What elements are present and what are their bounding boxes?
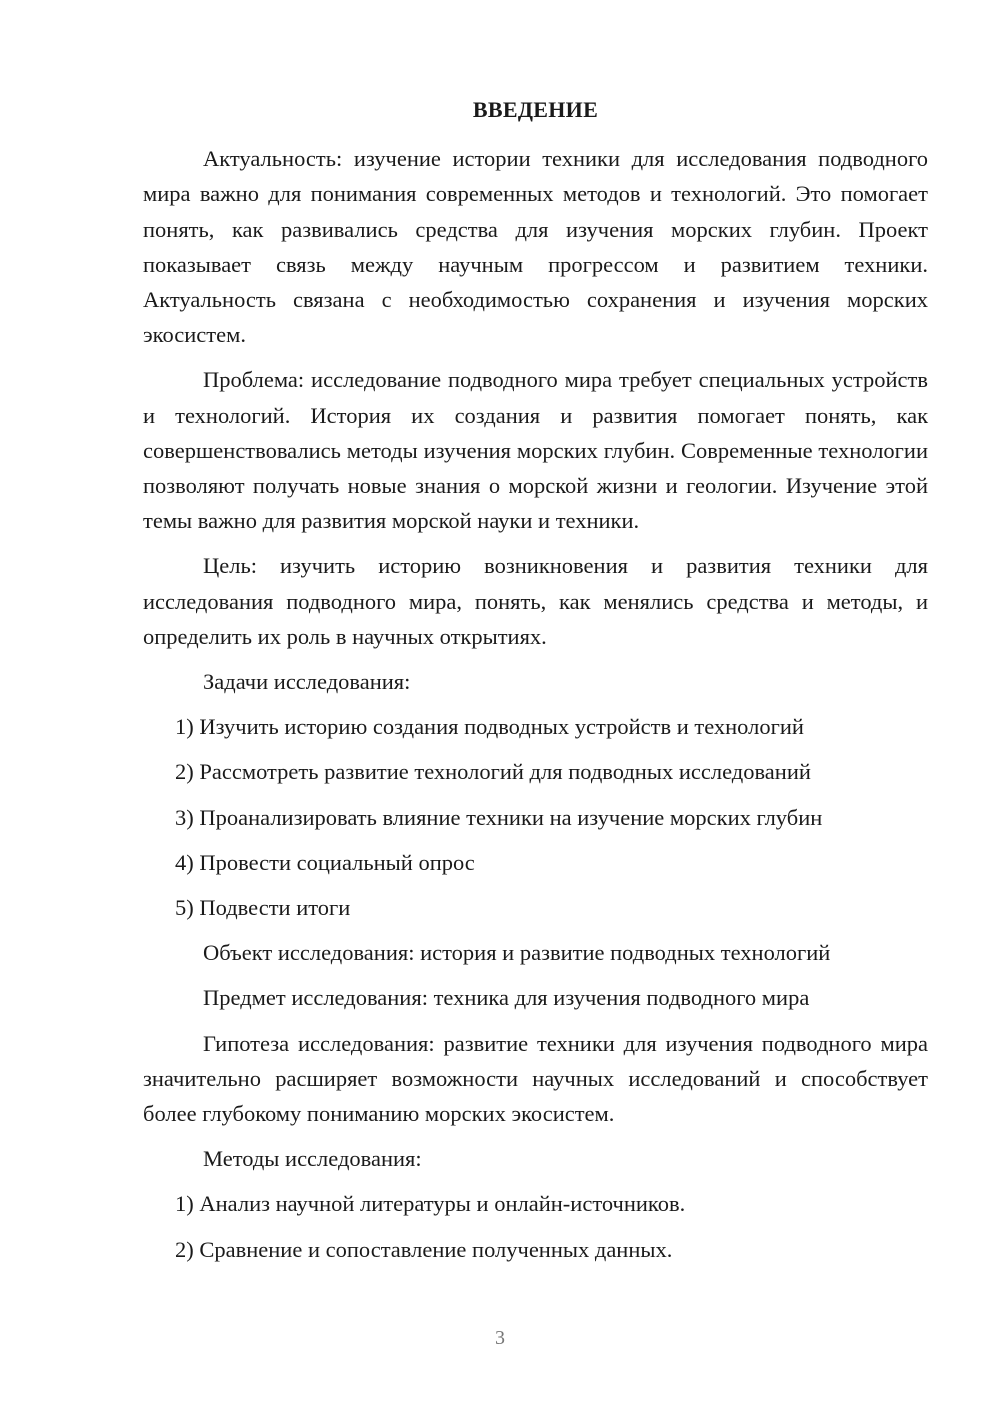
list-item: 5) Подвести итоги bbox=[175, 895, 351, 921]
list-item: 3) Проанализировать влияние техники на изучение морских глубин bbox=[175, 804, 823, 830]
problem-paragraph: Проблема: исследование подводного мира требует специальных устройств и технологий. История их создания и развития помогает понять, как совершенствовались методы изучения морских глубин. Современные технологии позволяют получать новые знания о морской жизни и геологии. Изучение этой темы важно для развития морской науки и техники. bbox=[143, 367, 928, 534]
page-number: 3 bbox=[495, 1327, 505, 1349]
list-item: 2) Сравнение и сопоставление полученных данных. bbox=[175, 1236, 673, 1262]
hypothesis-paragraph: Гипотеза исследования: развитие техники для изучения подводного мира значительно расширяет возможности научных исследований и способствует более глубокому пониманию морских экосистем. bbox=[143, 1030, 928, 1127]
tasks-heading: Задачи исследования: bbox=[203, 669, 411, 695]
list-item: 1) Изучить историю создания подводных устройств и технологий bbox=[175, 714, 804, 740]
subject-paragraph: Предмет исследования: техника для изучения подводного мира bbox=[203, 985, 810, 1011]
list-item: 1) Анализ научной литературы и онлайн-источников. bbox=[175, 1191, 686, 1217]
relevance-paragraph: Актуальность: изучение истории техники для исследования подводного мира важно для понимания современных методов и технологий. Это помогает понять, как развивались средства для изучения морских глубин. Проект показывает связь между научным прогрессом и развитием техники. Актуальность связана с необходимостью сохранения и изучения морских экосистем. bbox=[143, 146, 928, 348]
object-paragraph: Объект исследования: история и развитие подводных технологий bbox=[203, 940, 831, 966]
methods-heading: Методы исследования: bbox=[203, 1146, 422, 1172]
tasks-list bbox=[143, 709, 928, 925]
document-page bbox=[143, 92, 928, 1277]
list-item: 4) Провести социальный опрос bbox=[175, 849, 475, 875]
page-title: ВВЕДЕНИЕ bbox=[472, 97, 599, 122]
goal-paragraph: Цель: изучить историю возникновения и развития техники для исследования подводного мира, понять, как менялись средства и методы, и определить их роль в научных открытиях. bbox=[143, 553, 928, 649]
methods-list bbox=[143, 1186, 928, 1266]
list-item: 2) Рассмотреть развитие технологий для подводных исследований bbox=[175, 759, 811, 785]
